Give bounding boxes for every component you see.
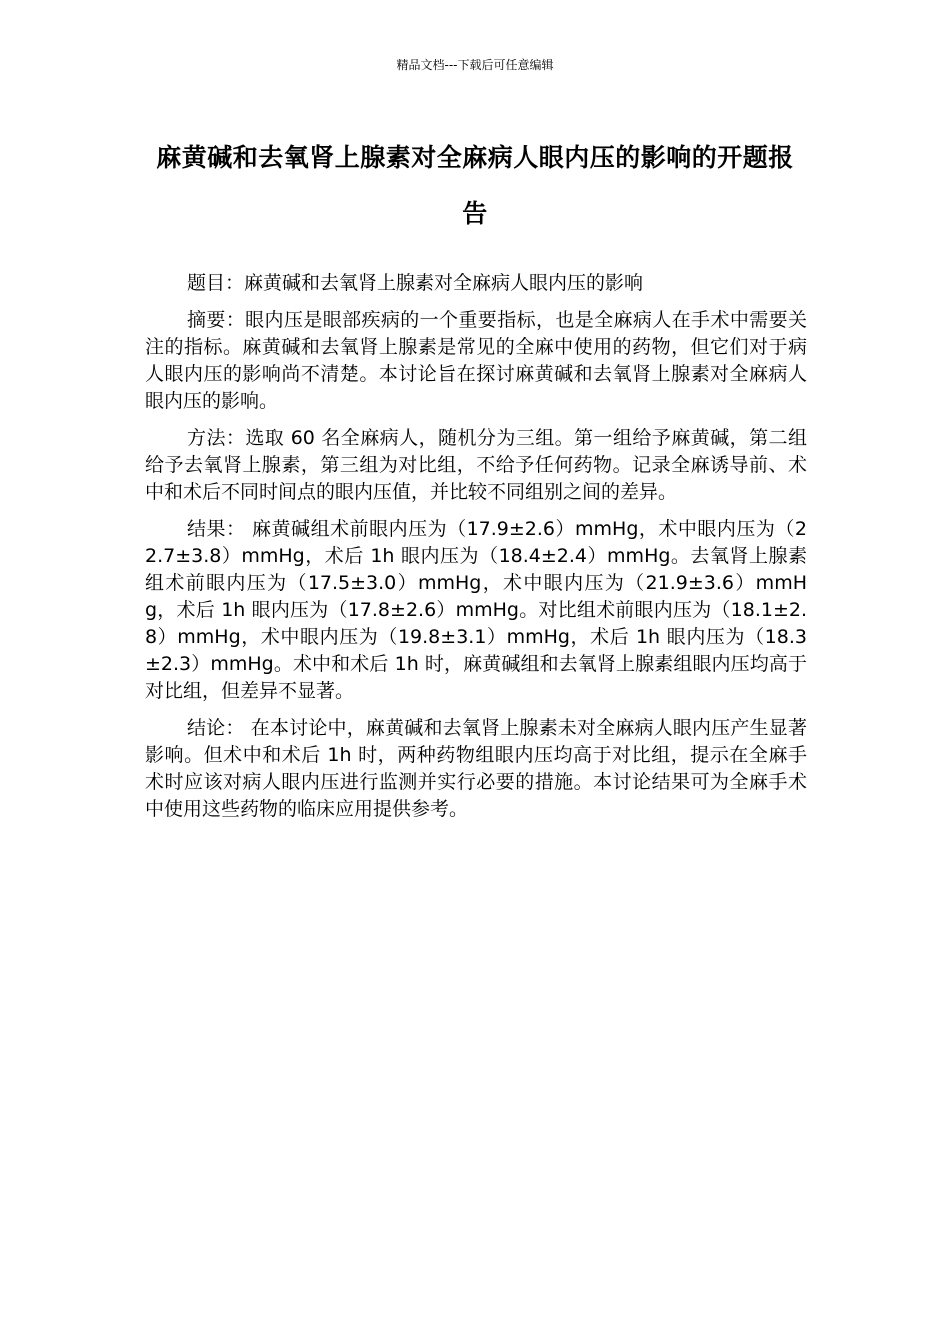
page-header: 精品文档---下载后可任意编辑 [396, 58, 554, 72]
document-body [145, 270, 807, 833]
section-conclusion-text: 在本讨论中，麻黄碱和去氧肾上腺素未对全麻病人眼内压产生显著影响。但术中和术后 1h 时，两种药物组眼内压均高于对比组，提示在全麻手术时应该对病人眼内压进行监测并实行必要的措施。本讨论结果可为全麻手术中使用这些药物的临床应用提供参考。 [145, 717, 807, 820]
section-topic [145, 270, 807, 297]
section-abstract [145, 307, 807, 415]
section-methods-label: 方法： [187, 427, 246, 449]
section-topic-text: 麻黄碱和去氧肾上腺素对全麻病人眼内压的影响 [244, 272, 644, 294]
document-title: 麻黄碱和去氧肾上腺素对全麻病人眼内压的影响的开题报告 [156, 143, 794, 228]
section-results [145, 516, 807, 705]
section-conclusion-label: 结论： [187, 717, 245, 739]
section-conclusion [145, 715, 807, 823]
section-methods [145, 425, 807, 506]
section-results-label: 结果： [187, 518, 246, 540]
section-abstract-label: 摘要： [187, 309, 246, 331]
section-methods-text: 选取 60 名全麻病人，随机分为三组。第一组给予麻黄碱，第二组给予去氧肾上腺素，第三组为对比组，不给予任何药物。记录全麻诱导前、术中和术后不同时间点的眼内压值，并比较不同组别之间的差异。 [145, 427, 807, 503]
section-results-text: 麻黄碱组术前眼内压为（17.9±2.6）mmHg，术中眼内压为（22.7±3.8）mmHg，术后 1h 眼内压为（18.4±2.4）mmHg。去氧肾上腺素组术前眼内压为（17.5±3.0）mmHg，术中眼内压为（21.9±3.6）mmHg，术后 1h 眼内压为（17.8±2.6）mmHg。对比组术前眼内压为（18.1±2.8）mmHg，术中眼内压为（19.8±3.1）mmHg，术后 1h 眼内压为（18.3±2.3）mmHg。术中和术后 1h 时，麻黄碱组和去氧肾上腺素组眼内压均高于对比组，但差异不显著。 [145, 518, 807, 702]
section-abstract-text: 眼内压是眼部疾病的一个重要指标，也是全麻病人在手术中需要关注的指标。麻黄碱和去氧肾上腺素是常见的全麻中使用的药物，但它们对于病人眼内压的影响尚不清楚。本讨论旨在探讨麻黄碱和去氧肾上腺素对全麻病人眼内压的影响。 [145, 309, 807, 412]
section-topic-label: 题目： [187, 272, 245, 294]
